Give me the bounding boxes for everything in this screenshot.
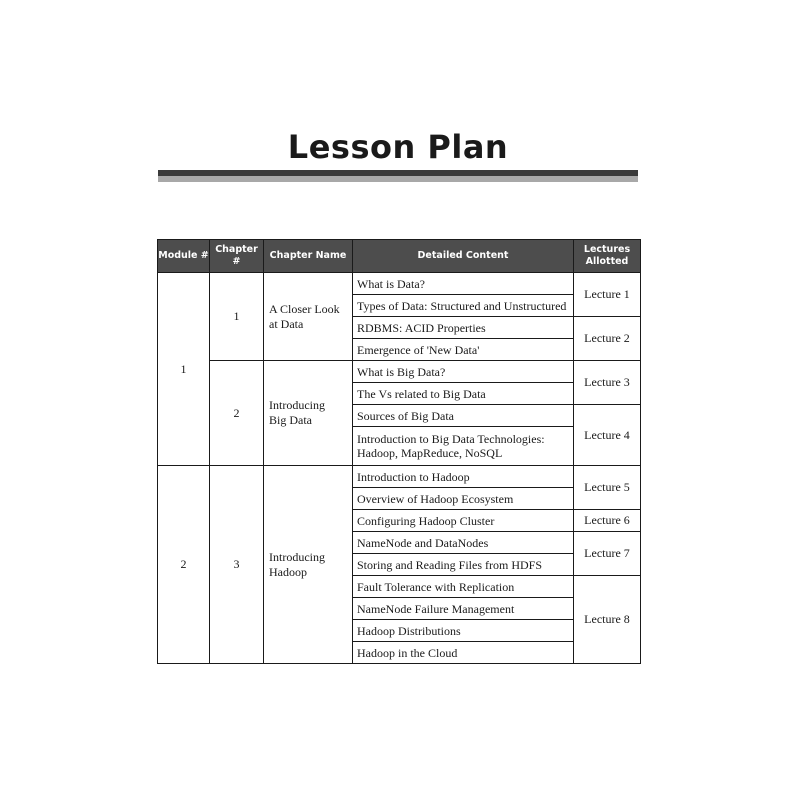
topic-cell: NameNode Failure Management	[353, 598, 574, 620]
header-module: Module #	[158, 240, 210, 273]
topic-line: Introduction to Big Data Technologies:	[357, 432, 545, 446]
topic-cell: Fault Tolerance with Replication	[353, 576, 574, 598]
header-lectures-line2: Allotted	[585, 256, 629, 267]
topic-cell: What is Data?	[353, 273, 574, 295]
module-cell: 1	[158, 273, 210, 466]
header-chapter-name: Chapter Name	[264, 240, 353, 273]
table-row	[158, 361, 641, 383]
lecture-cell: Lecture 6	[574, 510, 641, 532]
topic-cell: Emergence of 'New Data'	[353, 339, 574, 361]
chapter-name-line: Hadoop	[269, 564, 307, 579]
table-header-row	[158, 240, 641, 273]
topic-cell: Types of Data: Structured and Unstructured	[353, 295, 574, 317]
chapter-name-line: Introducing	[269, 549, 325, 564]
chapter-cell: 3	[210, 466, 264, 664]
module-cell: 2	[158, 466, 210, 664]
chapter-name-line: A Closer Look	[269, 301, 340, 316]
lecture-cell: Lecture 3	[574, 361, 641, 405]
lecture-cell: Lecture 5	[574, 466, 641, 510]
title-rule-light	[158, 176, 638, 182]
lecture-cell: Lecture 8	[574, 576, 641, 664]
header-detailed-content: Detailed Content	[353, 240, 574, 273]
topic-cell	[353, 427, 574, 466]
header-chapter: Chapter #	[210, 240, 264, 273]
chapter-name-line: Introducing	[269, 398, 325, 412]
topic-cell: RDBMS: ACID Properties	[353, 317, 574, 339]
topic-line: Hadoop, MapReduce, NoSQL	[357, 446, 503, 460]
topic-cell: Introduction to Hadoop	[353, 466, 574, 488]
chapter-name-cell	[264, 273, 353, 361]
topic-cell: Storing and Reading Files from HDFS	[353, 554, 574, 576]
chapter-cell: 1	[210, 273, 264, 361]
chapter-name-cell	[264, 466, 353, 664]
topic-cell: Hadoop in the Cloud	[353, 642, 574, 664]
lecture-cell: Lecture 4	[574, 405, 641, 466]
chapter-name-line: at Data	[269, 316, 304, 331]
chapter-cell: 2	[210, 361, 264, 466]
topic-cell: Configuring Hadoop Cluster	[353, 510, 574, 532]
topic-cell: Sources of Big Data	[353, 405, 574, 427]
topic-cell: NameNode and DataNodes	[353, 532, 574, 554]
chapter-name-line: Big Data	[269, 413, 312, 427]
lecture-cell: Lecture 1	[574, 273, 641, 317]
lecture-cell: Lecture 2	[574, 317, 641, 361]
lesson-plan-table	[157, 239, 641, 664]
topic-cell: Hadoop Distributions	[353, 620, 574, 642]
header-lectures-allotted	[574, 240, 641, 273]
table-row	[158, 466, 641, 488]
lecture-cell: Lecture 7	[574, 532, 641, 576]
chapter-name-cell	[264, 361, 353, 466]
topic-cell: The Vs related to Big Data	[353, 383, 574, 405]
topic-cell: Overview of Hadoop Ecosystem	[353, 488, 574, 510]
page-title: Lesson Plan	[287, 128, 509, 166]
topic-cell: What is Big Data?	[353, 361, 574, 383]
header-lectures-line1: Lectures	[583, 244, 631, 255]
table-row	[158, 273, 641, 295]
